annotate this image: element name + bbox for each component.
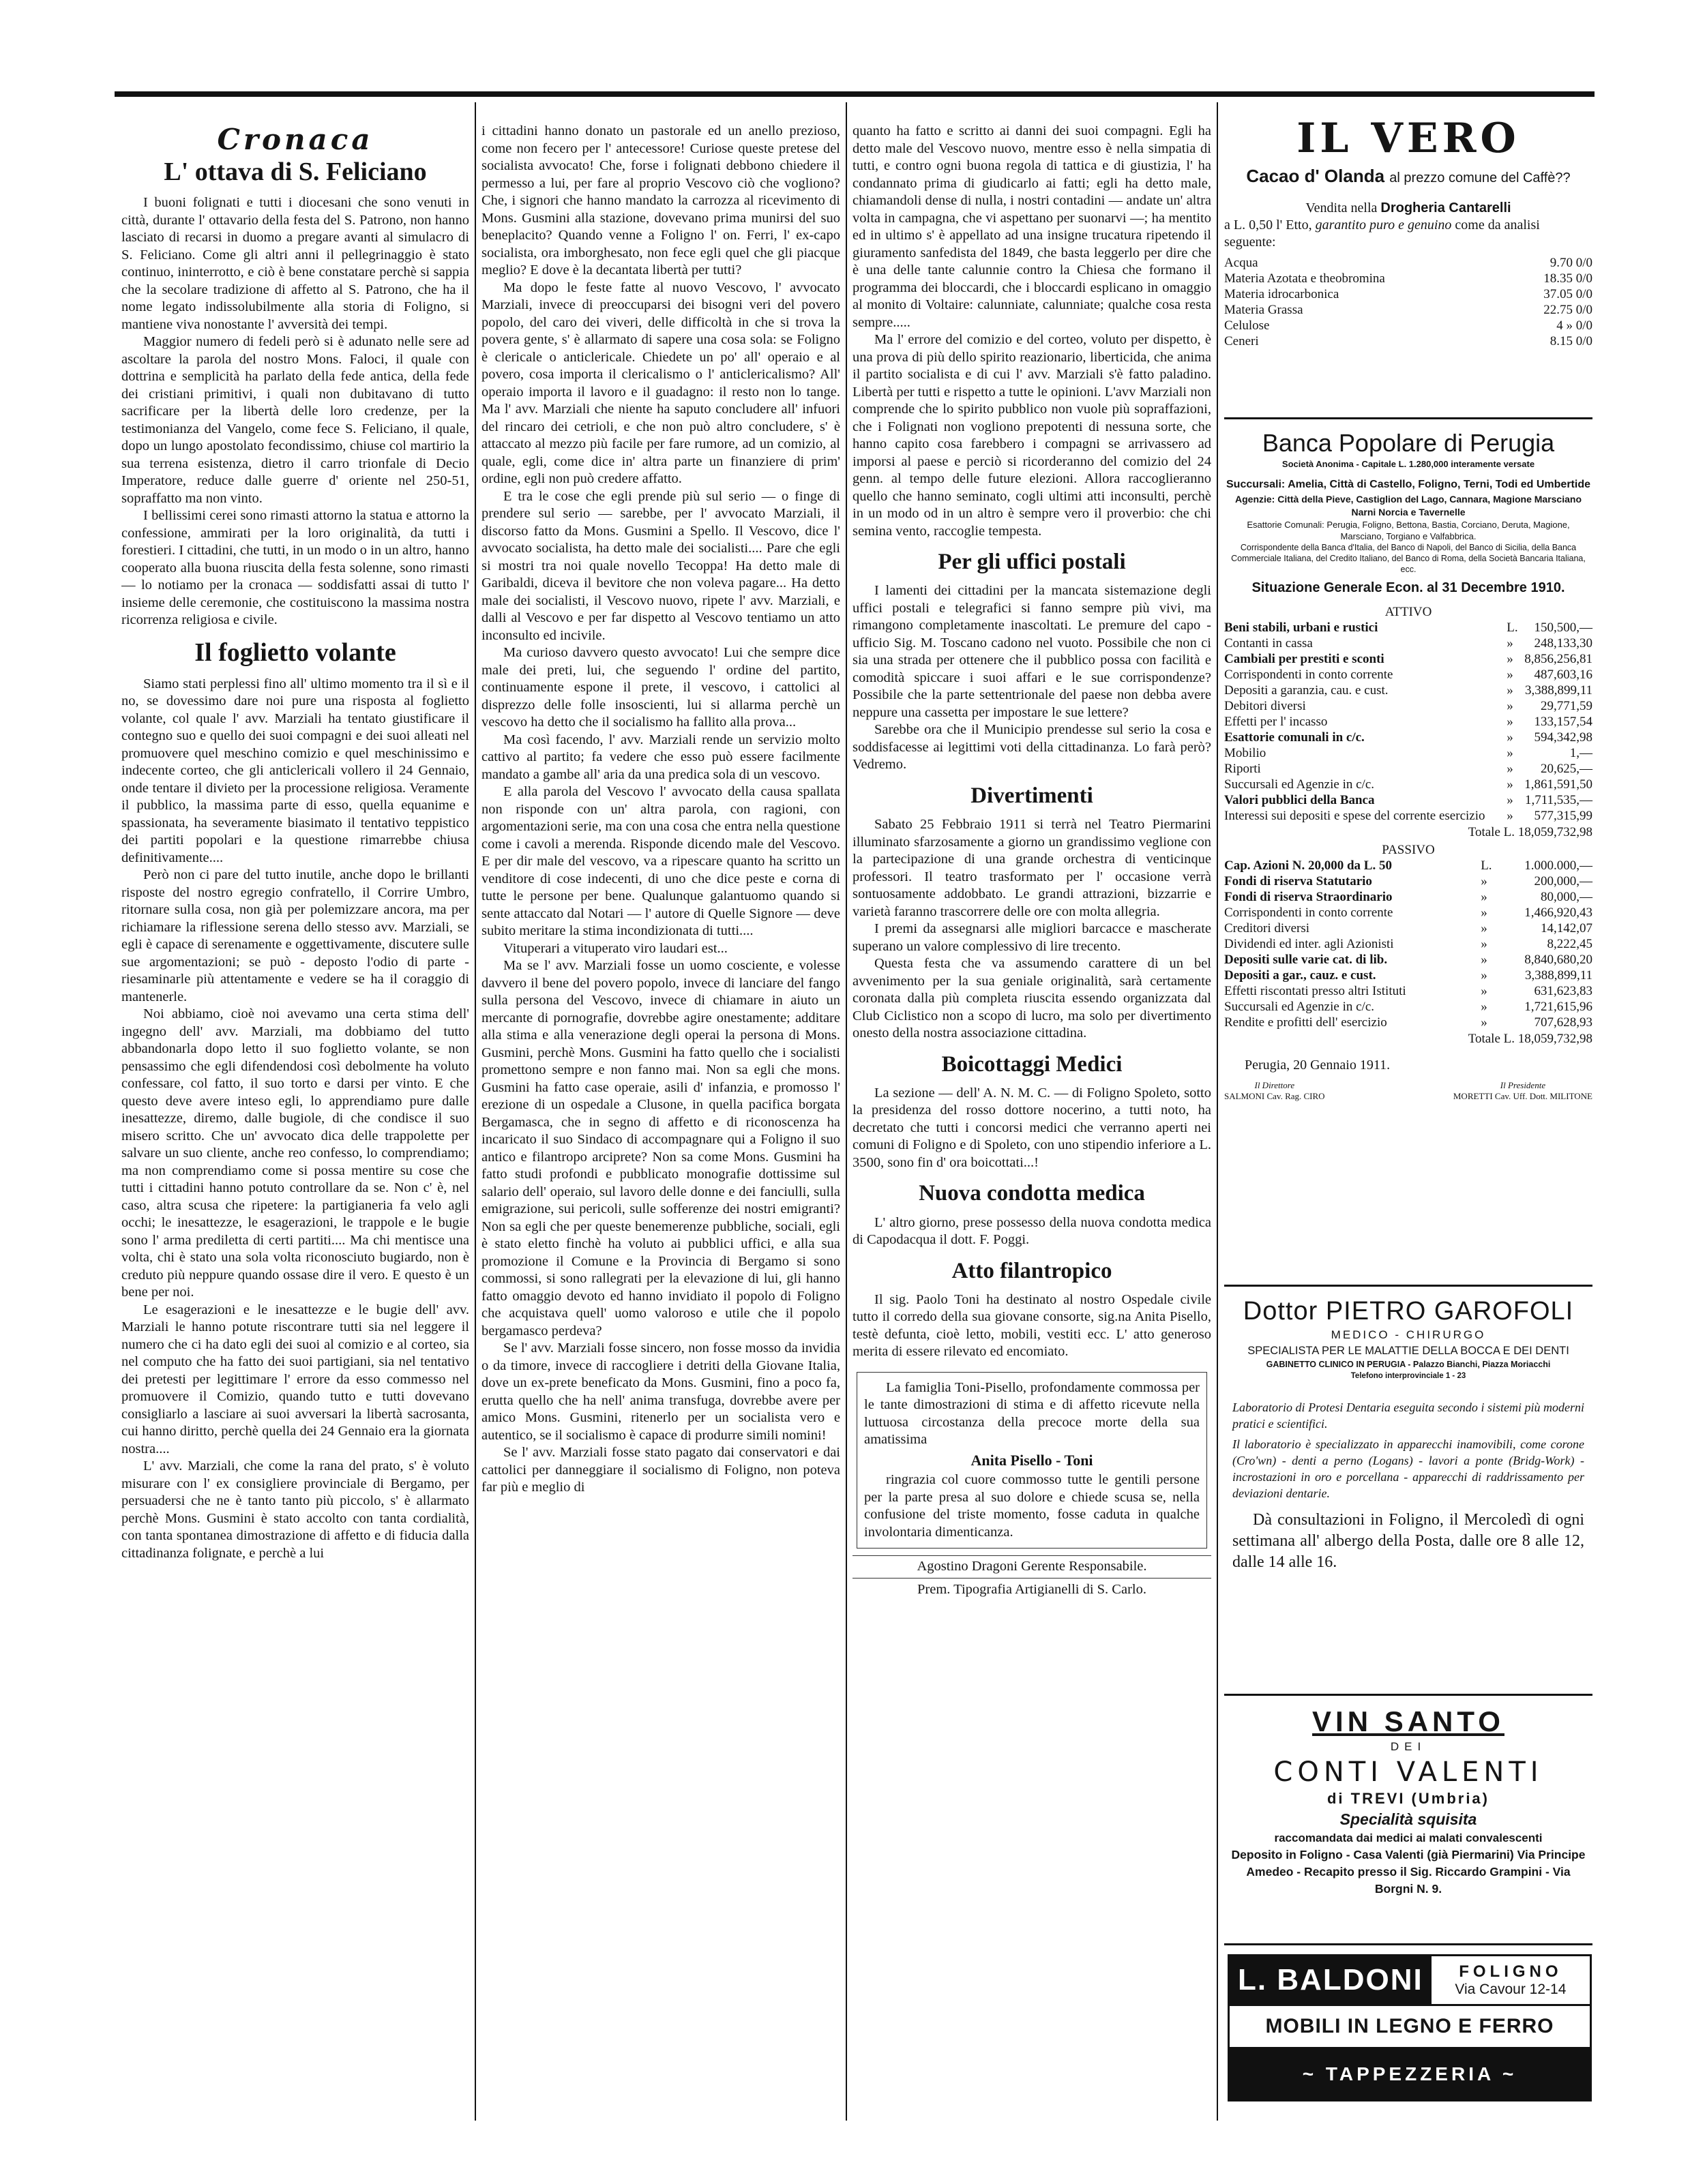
passivo-row: Corrispondenti in conto corrente » 1,466,920,43 xyxy=(1224,906,1592,920)
passivo-heading: PASSIVO xyxy=(1382,843,1435,857)
article-paragraph: E tra le cose che egli prende più sul serio — o finge di prendere sul serio — sarebbe, per l' avvocato Marziali, il discorso fatto da Mons. Gusmini a Spello. Il Vescovo, dice l' avvocato socialista, ha detto male dei socialisti.... Pare che egli si mostri tra noi quale novello Tecoppa! Ha detto male di Garibaldi, diceva il bevitore che non voleva pagare... Ha detto male dei socialisti, il Vescovo nuovo, ripete l' avv. Marziali, e dalli al Vescovo e per far dispetto al Vescovo tentiamo un atto inconsulto ed incivile. xyxy=(481,488,840,643)
president-name: MORETTI Cav. Uff. Dott. MILITONE xyxy=(1453,1091,1592,1101)
president-label: Il Presidente xyxy=(1500,1080,1546,1090)
article-paragraph: Ma così facendo, l' avv. Marziali rende un servizio molto cattivo al partito; fa vedere che esso può essere facilmente mandato a gambe all' aria da una predica sola di un vescovo. xyxy=(481,732,840,782)
article-paragraph: i cittadini hanno donato un pastorale ed un anello prezioso, come non fecero per l' antecessore! Curiose queste pretese del socialista avvocato! Che, forse i folignati debbono chiedere il permesso a lui, per fare al proprio Vescovo ciò che vogliono? Che, i signori che hanno mandato la carrozza al ricevimento di Mons. Gusmini alla stazione, dovevano prima munirsi del suo beneplacito? Quando venne a Foligno l' on. Ferri, l' ex-capo socialista, ora imborghesato, non fece egli quel che gli piacque meglio? E dove è la decantata libertà per tutti? xyxy=(481,123,840,278)
wine-specialty: Specialità squisita xyxy=(1339,1810,1477,1828)
attivo-row: Contanti in cassa » 248,133,30 xyxy=(1224,636,1592,650)
article-paragraph: Ma dopo le feste fatte al nuovo Vescovo, l' avvocato Marziali, invece di preoccuparsi dei bisogni veri del povero popolo, del caro dei viveri, delle difficoltà in che si trova la povera gente, s' è allarmato di sapere una cosa sola: se Foligno è clericale o anticlericale. Chiedete un po' all' operaio e al povero, cosa importa il clericalismo o l' anticlericalismo? All' operaio importa il lavoro e il guadagno: il resto non lo tange. Ma l' avv. Marziali che niente ha saputo concludere all' infuori del rincaro dei cetrioli, e che non può altro concludere, s' è attaccato al mezzo più facile per fare rumore, ad un comizio, al quale, egli, come dice in' altra parte un finanziere di prim' ordine, egli non può credere affatto. xyxy=(481,280,840,486)
article-title: Divertimenti xyxy=(970,783,1093,808)
attivo-row: Effetti per l' incasso » 133,157,54 xyxy=(1224,715,1592,729)
analysis-row: Materia idrocarbonica 37.05 0/0 xyxy=(1224,287,1592,301)
furniture-products: MOBILI IN LEGNO E FERRO xyxy=(1230,2006,1590,2049)
passivo-row: Dividendi ed inter. agli Azionisti » 8,222,45 xyxy=(1224,937,1592,951)
article-paragraph: Le esagerazioni e le inesattezze e le bugie dell' avv. Marziali le hanno potute riscontrare tutti sia nel leggere il numero che ci ha dato egli dei suoi al comizio e al corteo, sia nel computo che ha fatto dei suoi partigiani, sia nel tentativo dei pretesti per legittimare l' errore da esso commesso nel promuovere il Comizio, quando tutto e tutti dovevano consigliarlo a lasciare ai suoi avversari la libertà sacrosanta, cui hanno diritto, perchè quella dei 24 Gennaio era la giornata nostra.... xyxy=(121,1302,469,1456)
dentist-consultations: Dà consultazioni in Foligno, il Mercoledì di ogni settimana all' albergo della Posta, dalle ore 8 alle 12, dalle 14 alle 16. xyxy=(1232,1511,1584,1571)
article-paragraph: Siamo stati perplessi fino all' ultimo momento tra il sì e il no, se dovessimo dare noi pure una risposta al foglietto volante, col quale l' avv. Marziali ha tentato giustificare il contegno suo e quello dei suoi compagni e dei suoi alleati nel promuovere quel meschino comizio e quel meschinissimo e indecente corteo, che gli anticlericali vollero il 24 Gennaio, onde tentare il divieto per la processione religiosa. Veramente il pubblico, la massima parte di esso, quella equanime e spassionata, ha severamente biasimato il tentativo teppistico dei partiti popolari e la questione rimarrebbe chiusa definitivamente.... xyxy=(121,676,469,865)
article-title: Atto filantropico xyxy=(951,1258,1112,1283)
attivo-row: Esattorie comunali in c/c. » 594,342,98 xyxy=(1224,730,1592,745)
attivo-row: Corrispondenti in conto corrente » 487,603,16 xyxy=(1224,668,1592,682)
bank-branches: Succursali: Amelia, Città di Castello, Foligno, Terni, Todi ed Umbertide xyxy=(1226,479,1590,490)
attivo-row: Succursali ed Agenzie in c/c. » 1,861,591,50 xyxy=(1224,777,1592,792)
article-paragraph: Sarebbe ora che il Municipio prendesse sul serio la cosa e soddisfacesse ai legittimi voti della cittadinanza. Lo farà però? Vedremo. xyxy=(853,722,1211,773)
column-1 xyxy=(121,123,469,2114)
analysis-row: Materia Grassa 22.75 0/0 xyxy=(1224,303,1592,317)
ad-subtitle-tail: al prezzo comune del Caffè?? xyxy=(1389,170,1571,185)
article-title: L' ottava di S. Feliciano xyxy=(164,157,427,186)
article-paragraph: Ma se l' avv. Marziali fosse un uomo cosciente, e volesse davvero il bene del povero popolo, invece di lanciare del fango sulla persona del Vescovo, invece di chiamare in aiuto un mercante di pornografie, dovrebbe agire onestamente; additare alla stima e alla venerazione degli operai la persona di Mons. Gusmini, perchè Mons. Gusmini ha fatto quello che i socialisti promettono sempre e non fanno mai. Non sa egli che mons. Gusmini ha fatto case operaie, asili d' infanzia, e promosso l' erezione di un ospedale a Clusone, in quella pacifica borgata Bergamasca, che in segno di affetto e di riconoscenza ha incaricato il suo Sindaco di accompagnare qui a Foligno il suo antico e filantropo arciprete? Non sa come Mons. Gusmini ha fatto studi profondi e pubblicato monografie dottissime sul salario dell' operaio, sul lavoro delle donne e dei fanciulli, sulla emigrazione, sui pericoli, sulle sofferenze dei nostri emigranti? Non sa egli che per queste benemerenze pubbliche, sociali, egli è stato eletto finchè ha voluto ai pubblici uffici, e alla sua promozione il Comune e la Provincia di Bergamo si sono commossi, si sono rallegrati per la elevazione di lui, gli hanno fatto omaggio devoto ed hanno invidiato il popolo di Foligno che acquistava quell' uomo valoroso e utile che il popolo bergamasco perdeva? xyxy=(481,958,840,1338)
passivo-row: Creditori diversi » 14,142,07 xyxy=(1224,921,1592,936)
ad-garofoli xyxy=(1224,1296,1592,1684)
ad-subtitle: Cacao d' Olanda xyxy=(1246,166,1385,186)
furniture-upholstery: ~ TAPPEZZERIA ~ xyxy=(1230,2049,1590,2099)
attivo-row: Mobilio » 1,— xyxy=(1224,746,1592,760)
bank-tax-offices: Esattorie Comunali: Perugia, Foligno, Bettona, Bastia, Corciano, Deruta, Magione, Marsciano, Torgiano e Valfabbrica. xyxy=(1247,520,1570,541)
article-title: Boicottaggi Medici xyxy=(941,1051,1123,1077)
analysis-row: Acqua 9.70 0/0 xyxy=(1224,256,1592,270)
dentist-specialty: SPECIALISTA PER LE MALATTIE DELLA BOCCA E DEI DENTI xyxy=(1247,1345,1569,1357)
attivo-row: Depositi a garanzia, cau. e cust. » 3,388,899,11 xyxy=(1224,683,1592,698)
passivo-table xyxy=(1224,858,1592,1030)
article-paragraph: Noi abbiamo, cioè noi avevamo una certa stima dell' ingegno dell' avv. Marziali, ma dobbiamo del tutto abbandonarla dopo letto il suo foglietto volante, se non pensassimo che egli difendendosi così debolmente ha voluto confessare, col fatto, il suo torto e darsi per vinto. E che questo deve avere inteso egli, lo apprendiamo pure dalle inesattezze, diremo, dalle bugiole, di che condisce il suo misero scritto. Che un' avvocato dica delle trappolette per salvare un suo cliente, anche reo confesso, lo comprendiamo; ma non comprendiamo come si possa mentire su cose che tutti i cittadini hanno potuto controllare da se. Non c' è, nel caso, altra scusa che ripetere: la partigianeria fa velo agli occhi; le inesattezze, le esagerazioni, le trappole e le bugie sono l' arma prediletta di certi partiti.... Ma chi mentisce una volta, chi è stato una sola volta riconosciuto bugiardo, non è creduto più neppure quando ossase dire il vero. E questo è un bene per noi. xyxy=(121,1006,469,1300)
article-paragraph: Vituperari a vituperato viro laudari est... xyxy=(503,940,728,956)
article-paragraph: Però non ci pare del tutto inutile, anche dopo le brillanti risposte del nostro egregio confratello, il Corrire Umbro, ritornare sulla cosa, non già per polemizzare ancora, ma per richiamare la riflessione serena dello stesso avv. Marziali, se egli è capace di serenamente e oggettivamente, discutere sulle sue argomentazioni; se può - deposto l'odio di parte - riesaminarle più attentamente e vedere se ha il coraggio di mantenerle. xyxy=(121,867,469,1004)
article-paragraph: I bellissimi cerei sono rimasti attorno la statua e attorno la confessione, ammirati per la loro originalità, da tutti i forestieri. I cittadini, che tutti, in un modo o in un altro, hanno cooperato alla buona riuscita della festa solenne, sono rimasti — lo notiamo per la cronaca — soddisfatti assai di tutto l' insieme delle ceremonie, che costituiscono la massima nostra ricorrenza religiosa e civile. xyxy=(121,508,469,628)
passivo-row: Fondi di riserva Statutario » 200,000,— xyxy=(1224,874,1592,888)
analysis-row: Celulose 4 » 0/0 xyxy=(1224,318,1592,333)
article-paragraph: I buoni folignati e tutti i diocesani che sono venuti in città, durante l' ottavario della festa del S. Patrono, non hanno lasciato di recarsi in duomo a pregare avanti al simulacro di S. Feliciano. Come gli altri anni il pellegrinaggio è stato continuo, ininterrotto, e ciò è bene constatare perchè si sappia che la secolare tradizione di affetto al S. Patrono, che ha il nome legato indissolubilmente alla storia di Foligno, si mantiene viva nonostante l' avversità dei tempi. xyxy=(121,195,469,332)
analysis-row: Ceneri 8.15 0/0 xyxy=(1224,334,1592,348)
wine-recommended: raccomandata dai medici ai malati convalescenti xyxy=(1274,1831,1543,1844)
bank-capital: Società Anonima - Capitale L. 1.280,000 interamente versate xyxy=(1281,459,1535,469)
column-rule xyxy=(475,102,476,2121)
passivo-total: Totale L. 18,059,732,98 xyxy=(1468,1032,1592,1046)
wine-depot: Deposito in Foligno - Casa Valenti (già Piermarini) Via Principe Amedeo - Recapito presso il Sig. Riccardo Grampini - Via Borgni N. 9. xyxy=(1231,1848,1586,1896)
wine-dei: DEI xyxy=(1390,1740,1427,1753)
bank-situation: Situazione Generale Econ. al 31 Decembre 1910. xyxy=(1251,580,1565,595)
ad-vin-santo xyxy=(1224,1705,1592,1936)
furniture-name: L. BALDONI xyxy=(1230,1956,1432,2004)
column-2 xyxy=(481,123,840,2114)
article-paragraph: Sabato 25 Febbraio 1911 si terrà nel Teatro Piermarini illuminato sfarzosamente a giorno un grandissimo veglione con la partecipazione di una grande orchestra di venticinque professori. Il teatro trasformato per l' occasione verrà sontuosamente addobbato. Le grandi attrazioni, bizzarrie e varietà faranno trascorrere delle ore con molta allegria. xyxy=(853,817,1211,919)
director-label: Il Direttore xyxy=(1254,1080,1295,1090)
tipografia-line: Prem. Tipografia Artigianelli di S. Carlo. xyxy=(917,1581,1146,1597)
attivo-heading: ATTIVO xyxy=(1384,605,1432,619)
passivo-row: Rendite e profitti dell' esercizio » 707,628,93 xyxy=(1224,1015,1592,1030)
condolence-box xyxy=(857,1372,1207,1549)
article-paragraph: I premi da assegnarsi alle migliori barcacce e mascherate superano un valore complessivo di lire trecento. xyxy=(853,921,1211,954)
bank-title: Banca Popolare di Perugia xyxy=(1262,429,1555,457)
wine-producer: CONTI VALENTI xyxy=(1273,1756,1543,1788)
dentist-address: GABINETTO CLINICO IN PERUGIA - Palazzo Bianchi, Piazza Moriacchi xyxy=(1266,1360,1551,1369)
dentist-lab-details: Il laboratorio è specializzato in apparecchi inamovibili, come corone (Cro'wn) - denti a perno (Logans) - lavori a ponte (Bridg-Work) - incrostazioni in oro e porcellana - apparecchi di raddrissamento per deviazioni dentarie. xyxy=(1232,1437,1584,1500)
ad-divider xyxy=(1224,1285,1592,1287)
analysis-row: Materia Azotata e theobromina 18.35 0/0 xyxy=(1224,271,1592,286)
section-masthead: Cronaca xyxy=(217,123,374,156)
passivo-row: Depositi sulle varie cat. di lib. » 8,840,680,20 xyxy=(1224,953,1592,967)
wine-origin: di TREVI (Umbria) xyxy=(1326,1790,1489,1807)
ad-title: IL VERO xyxy=(1296,115,1520,162)
column-3 xyxy=(853,123,1211,2114)
article-paragraph: Ma curioso davvero questo avvocato! Lui che sempre dice male dei preti, lui, che seguendo l' ordine del partito, continuamente espone il prete, il vescovo, i cattolici al disprezzo delle folle insoscienti, lui si allarma perchè un vescovo ha detto che il socialismo ha fallito alla prova... xyxy=(481,645,840,730)
ad-intro: Vendita nella xyxy=(1305,200,1378,215)
attivo-total: Totale L. 18,059,732,98 xyxy=(1468,825,1592,839)
attivo-row: Valori pubblici della Banca » 1,711,535,— xyxy=(1224,793,1592,807)
gerente-line: Agostino Dragoni Gerente Responsabile. xyxy=(853,1555,1211,1579)
attivo-row: Cambiali per prestiti e sconti » 8,856,256,81 xyxy=(1224,652,1592,666)
furniture-street: Via Cavour 12-14 xyxy=(1455,1981,1567,1997)
ad-banca-popolare xyxy=(1224,428,1592,1260)
article-title: Il foglietto volante xyxy=(194,638,396,667)
ad-price: a L. 0,50 l' Etto, xyxy=(1224,218,1312,233)
article-paragraph: L' altro giorno, prese possesso della nuova condotta medica di Capodacqua il dott. F. Poggi. xyxy=(853,1214,1211,1248)
dentist-title: Dottor PIETRO GAROFOLI xyxy=(1243,1297,1574,1326)
dentist-phone: Telefono interprovinciale 1 - 23 xyxy=(1350,1372,1466,1380)
ad-divider xyxy=(1224,1694,1592,1696)
article-paragraph: Maggior numero di fedeli però si è adunato nelle sere ad ascoltare la parola del nostro Mons. Faloci, il quale con dottrina e semplicità ha parlato della fede antica, della fede dei cristiani primitivi, i quali non dubitavano di tutto sacrificare per la libertà delle loro credenze, per la testimonianza del Vangelo, come fece S. Feliciano, il quale, dopo un lungo apostolato fecondissimo, chiuse col martirio la sua terrena esistenza, dietro il carro trionfale di Decio Imperatore, reduce dalle guerre d' oriente nel 250-51, sopraffatto ma non vinto. xyxy=(121,334,469,506)
article-paragraph: Se l' avv. Marziali fosse sincero, non fosse mosso da invidia o da timore, invece di raccogliere i detriti della Giovane Italia, dove un ex-prete beneficato da Mons. Gusmini, fino a poco fa, erutta quello che ha nell' anima transfuga, dovrebbe avere per amico Mons. Gusmini, ritenerlo per un socialista vero e autentico, se il socialismo è capace di produrre simili nomini! xyxy=(481,1341,840,1443)
column-rule xyxy=(846,102,847,2121)
condolence-name: Anita Pisello - Toni xyxy=(970,1451,1093,1469)
article-paragraph: Il sig. Paolo Toni ha destinato al nostro Ospedale civile tutto il corredo della sua giovane consorte, sig.na Anita Pisello, testè defunta, cioè letto, mobili, vestiti ecc. L' atto generoso merita di essere rilevato ed encomiato. xyxy=(853,1291,1211,1360)
ad-shop-name: Drogheria Cantarelli xyxy=(1380,200,1511,215)
passivo-row: Depositi a gar., cauz. e cust. » 3,388,899,11 xyxy=(1224,968,1592,983)
bank-correspondents: Corrispondente della Banca d'Italia, del Banco di Napoli, del Banco di Sicilia, della Banca Commerciale Italiana, del Credito Italiano, del Banco di Roma, della Società Bancaria Italiana, ecc. xyxy=(1231,543,1586,574)
condolence-text: ringrazia col cuore commosso tutte le gentili persone per la parte presa al suo dolore e chiede scusa se, nella confusione del triste momento, fosse caduta in qualche involontaria dimenticanza. xyxy=(864,1472,1200,1540)
director-name: SALMONI Cav. Rag. CIRO xyxy=(1224,1091,1325,1101)
passivo-row: Fondi di riserva Straordinario » 80,000,— xyxy=(1224,890,1592,904)
article-paragraph: Se l' avv. Marziali fosse stato pagato dai conservatori e dai cattolici per danneggiare il socialismo di Foligno, non poteva far più e meglio di xyxy=(481,1445,840,1495)
attivo-row: Beni stabili, urbani e rustici L. 150,500,— xyxy=(1224,620,1592,635)
analysis-table xyxy=(1224,255,1592,349)
ad-guarantee: garantito puro e genuino xyxy=(1315,218,1452,233)
attivo-row: Riporti » 20,625,— xyxy=(1224,762,1592,776)
bank-agencies: Agenzie: Città della Pieve, Castiglion del Lago, Cannara, Magione Marsciano Narni Norcia e Tavernelle xyxy=(1235,494,1582,518)
article-paragraph: E alla parola del Vescovo l' avvocato della causa spallata non risponde con un' altra parola, con ragioni, con argomentazioni serie, ma con una cosa che entra nella questione come i cavoli a merenda. Risponde dicendo male del Vescovo. E per dir male del vescovo, va a ripescare quanto ha scritto un venditore di cose indecenti, di uno che dice peste e corna di tutte le persone per bene. Qualunque galantuomo quando si sente attaccato dal Notari — l' autore di Quelle Signore — deve subito meritare la stima incondizionata di tutti.... xyxy=(481,784,840,938)
ad-il-vero xyxy=(1224,115,1592,415)
article-title: Nuova condotta medica xyxy=(919,1181,1145,1206)
article-paragraph: I lamenti dei cittadini per la mancata sistemazione degli uffici postali e telegrafici si fanno sempre più vivi, ma rimangono completamente inascoltati. Le premure del capo - ufficio Sig. M. Toscano cadono nel vuoto. Possibile che non ci sia una strada per ottenere che il pubblico possa con facilità e comodità spiccare i suoi affari e le sue corrispondenze? Possibile che la parte settentrionale del paese non debba avere neppure una cassetta per impostare le sue lettere? xyxy=(853,583,1211,720)
ad-divider xyxy=(1224,1943,1592,1945)
attivo-row: Interessi sui depositi e spese del corrente esercizio » 577,315,99 xyxy=(1224,809,1592,823)
passivo-row: Cap. Azioni N. 20,000 da L. 50 L. 1.000.000,— xyxy=(1224,858,1592,873)
dentist-lab: Laboratorio di Protesi Dentaria eseguita secondo i sistemi più moderni pratici e scientifici. xyxy=(1232,1401,1584,1431)
article-title: Per gli uffici postali xyxy=(938,550,1126,574)
ad-baldoni xyxy=(1228,1954,1592,2101)
article-paragraph: Questa festa che va assumendo carattere di un bel avvenimento per la sua geniale originalità, sarà certamente coronata dalla più completa riuscita essendo organizzata dal Club Ciclistico non a scopo di lucro, ma solo per divertimento onesto della nostra associazione cittadina. xyxy=(853,956,1211,1041)
dentist-sub: MEDICO - CHIRURGO xyxy=(1331,1328,1486,1341)
ad-intro-end: come da analisi seguente: xyxy=(1224,218,1540,250)
article-paragraph: quanto ha fatto e scritto ai danni dei suoi compagni. Egli ha detto male del Vescovo nuovo, mentre esso è nella simpatia di tutti, e contro ogni buona regola di tattica e di giustizia, l' ha condannato prima di giudicarlo ai fatti; egli ha detto male, chiamandoli dense di nulla, i nostri contadini — andate un' altra volta in campagna, che vi aspettano per suonarvi —; ha mentito ed in ultimo s' è appellato ad una insigne trucatura ripetendo il giuramento sanfedista del 1849, che basta leggerlo per dire che è una delle tante calunnie contro la Chiesa che formano il programma dei bloccardi, che i bloccardi esplicano in omaggio al monito di Voltaire: calunniate, calunniate; qualche cosa resta sempre..... xyxy=(853,123,1211,330)
passivo-row: Effetti riscontati presso altri Istituti » 631,623,83 xyxy=(1224,984,1592,998)
article-paragraph: La sezione — dell' A. N. M. C. — di Foligno Spoleto, sotto la presidenza del rosso dottore nocerino, a tutti noto, ha decretato che tutti i concorsi medici che verranno aperti nei comuni di Foligno e di Spoleto, con uno stipendio inferiore a L. 3500, sono fin d' ora boicottati...! xyxy=(853,1085,1211,1170)
condolence-text: La famiglia Toni-Pisello, profondamente commossa per le tante dimostrazioni di stima e di affetto ricevute nella luttuosa circostanza della precoce morte della sua amatissima xyxy=(864,1379,1200,1448)
furniture-city: FOLIGNO xyxy=(1459,1962,1562,1981)
wine-title: VIN SANTO xyxy=(1312,1705,1504,1737)
article-paragraph: Ma l' errore del comizio e del corteo, voluto per dispetto, è una prova di più dello spirito reazionario, liberticida, che anima il partito socialista e di cui l' avv. Marziali s'è fatto paladino. Libertà per tutti e rispetto a tutte le opinioni. L'avv Marziali non comprende che lo spirito pubblico non vuole più sopraffazioni, che i Folignati non vogliono prepotenti di nessuna sorte, che hanno capito cosa farebbero i compagni se arrivassero ad imporsi al paese e perciò si ricorderanno del comizio del 24 genn. al tempo delle future elezioni. Allora raccoglieranno quello che hanno seminato, cogli ultimi atti inconsulti, perchè in un modo od in un altro è sempre vero il proverbio: che chi semina vento, raccoglie tempesta. xyxy=(853,332,1211,539)
ad-divider xyxy=(1224,417,1592,419)
column-rule xyxy=(1217,102,1218,2121)
bank-date: Perugia, 20 Gennaio 1911. xyxy=(1245,1058,1391,1073)
attivo-table xyxy=(1224,620,1592,824)
passivo-row: Succursali ed Agenzie in c/c. » 1,721,615,96 xyxy=(1224,1000,1592,1014)
article-paragraph: L' avv. Marziali, che come la rana del prato, s' è voluto misurare con l' ex consigliere provinciale di Bergamo, per persuadersi che ne è tanto tanto più piccolo, s' è allarmato perchè Mons. Gusmini è stato accolto con tanta cordialità, con tanta spontanea dimostrazione di affetto e di fiducia dalla cittadinanza folignate, e perchè a lui xyxy=(121,1459,469,1561)
top-rule xyxy=(115,91,1595,97)
attivo-row: Debitori diversi » 29,771,59 xyxy=(1224,699,1592,713)
